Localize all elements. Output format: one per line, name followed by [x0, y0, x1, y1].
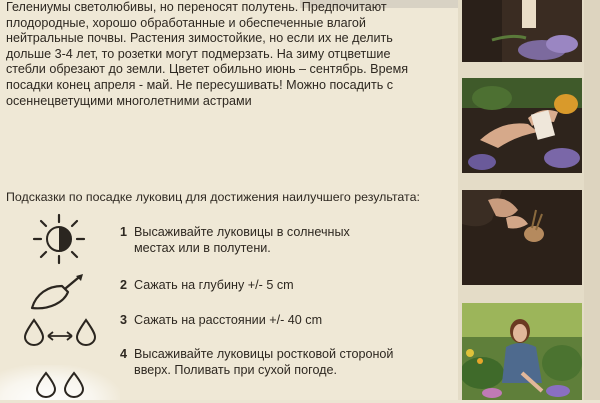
- description-line: стебли обрезают до земли. Цветет обильно июнь – сентябрь. Время: [6, 62, 409, 77]
- photo-woman-in-garden: [462, 303, 582, 400]
- tip-step-2: [120, 277, 444, 293]
- description-paragraph: [6, 0, 452, 109]
- photo-bulb-in-soil: [462, 190, 582, 285]
- spacing-drops-icon: [22, 316, 98, 351]
- description-line: осеннецветущими многолетними астрами: [6, 93, 252, 108]
- photo-planting-soil: [462, 0, 582, 62]
- trowel-icon: [26, 272, 86, 317]
- step-number: 3: [120, 313, 128, 327]
- tip-step-4: [120, 346, 424, 378]
- description-line: посадки конец апреля - май. Не пересушивать! Можно посадить с: [6, 77, 394, 92]
- step-text: Сажать на расстоянии +/- 40 cm: [134, 313, 323, 327]
- description-line: дольше 3-4 лет, то розетки могут подмерзать. На зиму отцветшие: [6, 46, 391, 61]
- right-edge: [584, 0, 600, 400]
- description-line: плодородные, хорошо обработанные и обеспеченные влагой: [6, 15, 366, 30]
- photo-hands-planting: [462, 78, 582, 173]
- tip-step-1: [120, 224, 384, 256]
- step-number: 1: [120, 225, 128, 239]
- step-text: Высаживайте луковицы ростковой стороной вверх. Поливать при сухой погоде.: [134, 347, 394, 377]
- step-text: Высаживайте луковицы в солнечных местах или в полутени.: [134, 225, 350, 255]
- description-line: Гелениумы светолюбивы, но переносят полутень. Предпочитают: [6, 0, 387, 14]
- step-text: Сажать на глубину +/- 5 cm: [134, 278, 294, 292]
- step-number: 2: [120, 278, 128, 292]
- tips-header: Подсказки по посадке луковиц для достижения наилучшего результата:: [6, 190, 420, 204]
- sun-half-shade-icon: [28, 212, 90, 271]
- step-number: 4: [120, 347, 128, 361]
- description-line: нейтральные почвы. Растения зимостойкие, но если их не делить: [6, 31, 393, 46]
- tip-step-3: [120, 312, 444, 328]
- drops-icon: [34, 370, 88, 403]
